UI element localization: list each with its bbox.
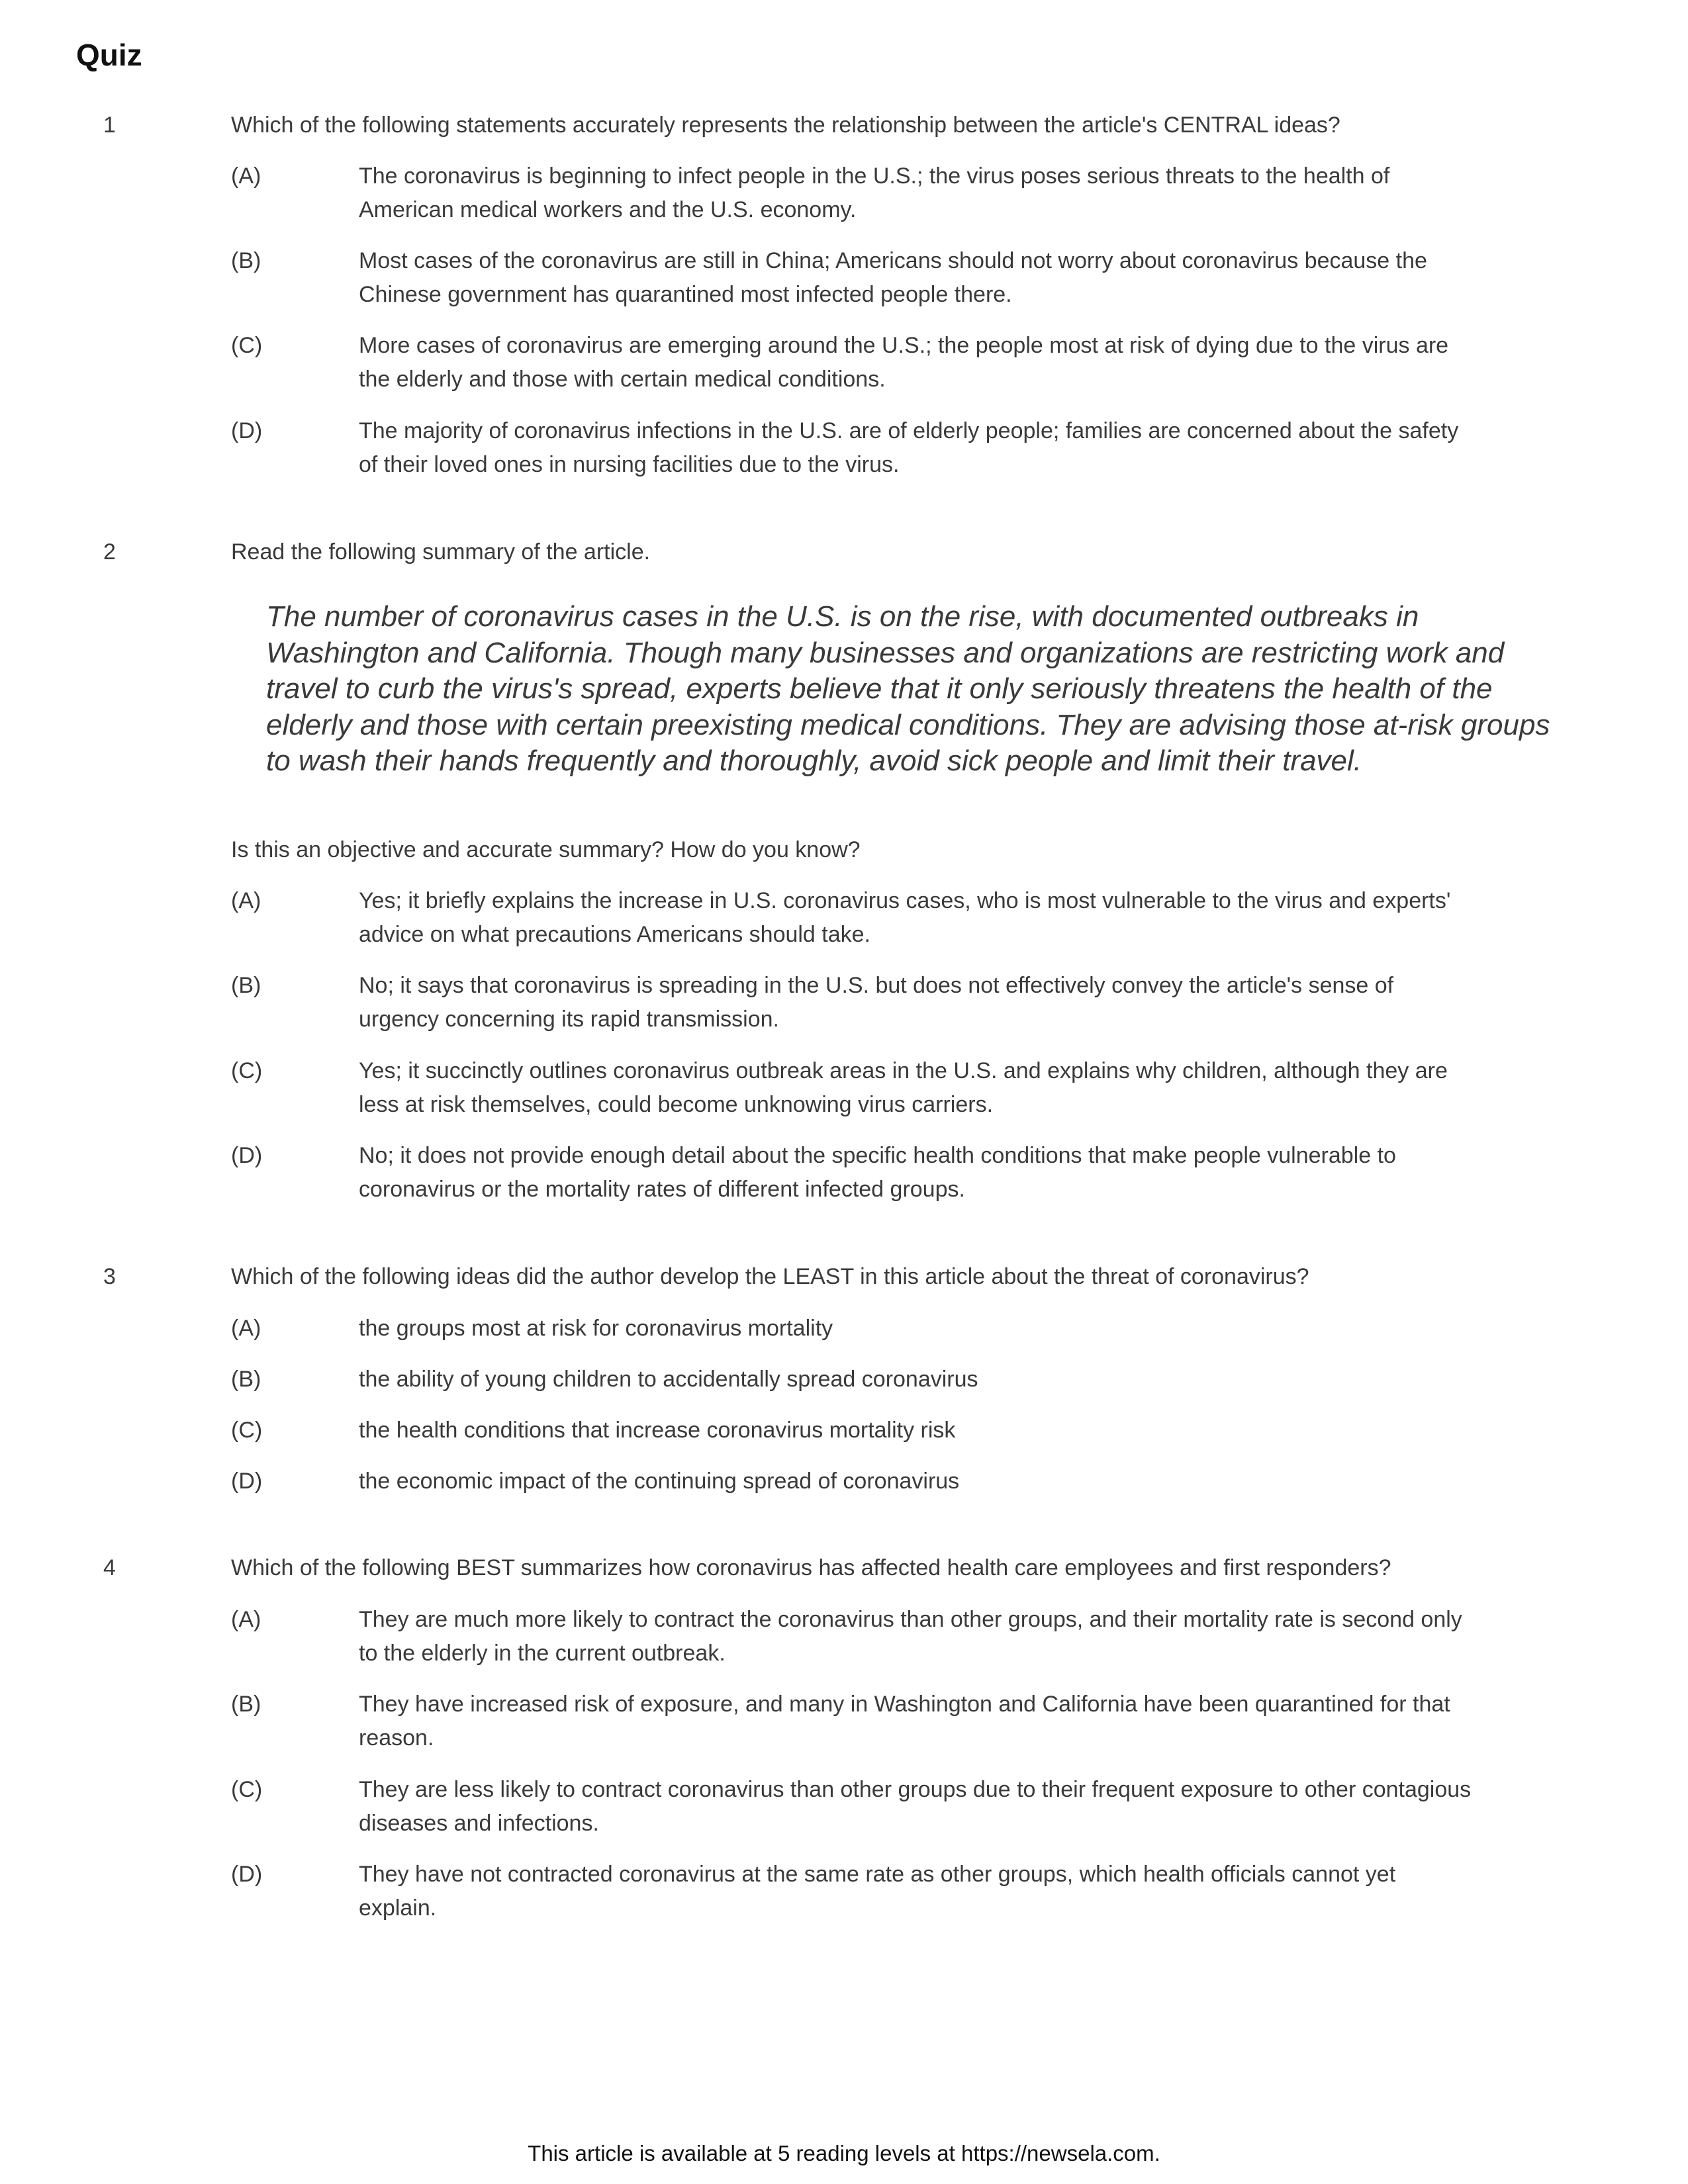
option-text: They have increased risk of exposure, and many in Washington and California have been quarantined for that reason. <box>359 1692 1450 1751</box>
option-letter: (C) <box>231 1058 263 1083</box>
option-letter: (B) <box>231 1367 261 1392</box>
option-letter: (A) <box>231 163 261 189</box>
option-text: Yes; it succinctly outlines coronavirus outbreak areas in the U.S. and explains why children, although they are less at risk themselves, could become unknowing virus carriers. <box>359 1058 1448 1117</box>
option-text: More cases of coronavirus are emerging around the U.S.; the people most at risk of dying due to the virus are the elderly and those with certain medical conditions. <box>359 333 1449 392</box>
option-text: The majority of coronavirus infections in the U.S. are of elderly people; families are concerned about the safety of their loved ones in nursing facilities due to the virus. <box>359 418 1459 477</box>
option-letter: (B) <box>231 248 261 273</box>
option-text: Yes; it briefly explains the increase in U.S. coronavirus cases, who is most vulnerable to the virus and experts' advice on what precautions Americans should take. <box>359 888 1451 947</box>
option-letter: (D) <box>231 1143 263 1168</box>
question-number: 4 <box>103 1555 116 1580</box>
option-letter: (C) <box>231 1777 263 1802</box>
option-letter: (D) <box>231 418 263 443</box>
question-prompt: Which of the following ideas did the author develop the LEAST in this article about the threat of coronavirus? <box>231 1264 1309 1289</box>
option-text: Most cases of the coronavirus are still in China; Americans should not worry about coronavirus because the Chinese government has quarantined most infected people there. <box>359 248 1427 307</box>
option-letter: (B) <box>231 1692 261 1717</box>
summary-quote: The number of coronavirus cases in the U.S. is on the rise, with documented outbreaks in Washington and California. Though many businesses and organizations are restricting work and travel to curb the virus's spread, experts believe that it only seriously threatens the health of the elderly and those with certain preexisting medical conditions. They are advising those at-risk groups to wash their hands frequently and thoroughly, avoid sick people and limit their travel. <box>266 600 1550 777</box>
question-number: 3 <box>103 1264 116 1289</box>
option-letter: (A) <box>231 888 261 913</box>
option-text: They are much more likely to contract the coronavirus than other groups, and their mortality rate is second only to the elderly in the current outbreak. <box>359 1607 1462 1666</box>
option-letter: (B) <box>231 973 261 998</box>
page-title: Quiz <box>76 38 142 72</box>
question-number: 2 <box>103 539 116 565</box>
question-number: 1 <box>103 113 116 138</box>
option-text: They are less likely to contract coronavirus than other groups due to their frequent exposure to other contagious diseases and infections. <box>359 1777 1472 1836</box>
footer-note: This article is available at 5 reading levels at https://newsela.com. <box>528 2141 1160 2165</box>
option-text: The coronavirus is beginning to infect people in the U.S.; the virus poses serious threats to the health of American medical workers and the U.S. economy. <box>359 163 1390 222</box>
option-text: They have not contracted coronavirus at the same rate as other groups, which health officials cannot yet explain. <box>359 1862 1396 1921</box>
question-prompt: Read the following summary of the article. <box>231 539 651 565</box>
option-letter: (C) <box>231 333 263 358</box>
option-letter: (A) <box>231 1607 261 1632</box>
option-text: the health conditions that increase coronavirus mortality risk <box>359 1418 956 1443</box>
option-text: the ability of young children to accidentally spread coronavirus <box>359 1367 978 1392</box>
option-letter: (D) <box>231 1469 263 1494</box>
option-letter: (A) <box>231 1316 261 1341</box>
question-prompt: Which of the following statements accurately represents the relationship between the article's CENTRAL ideas? <box>231 113 1340 138</box>
option-text: the groups most at risk for coronavirus mortality <box>359 1316 833 1341</box>
option-text: No; it does not provide enough detail about the specific health conditions that make people vulnerable to coronavirus or the mortality rates of different infected groups. <box>359 1143 1396 1202</box>
option-text: No; it says that coronavirus is spreading in the U.S. but does not effectively convey the article's sense of urgency concerning its rapid transmission. <box>359 973 1394 1032</box>
option-letter: (D) <box>231 1862 263 1887</box>
question-sub-prompt: Is this an objective and accurate summary? How do you know? <box>231 837 861 862</box>
question-prompt: Which of the following BEST summarizes how coronavirus has affected health care employees and first responders? <box>231 1555 1391 1580</box>
option-text: the economic impact of the continuing spread of coronavirus <box>359 1469 960 1494</box>
option-letter: (C) <box>231 1418 263 1443</box>
